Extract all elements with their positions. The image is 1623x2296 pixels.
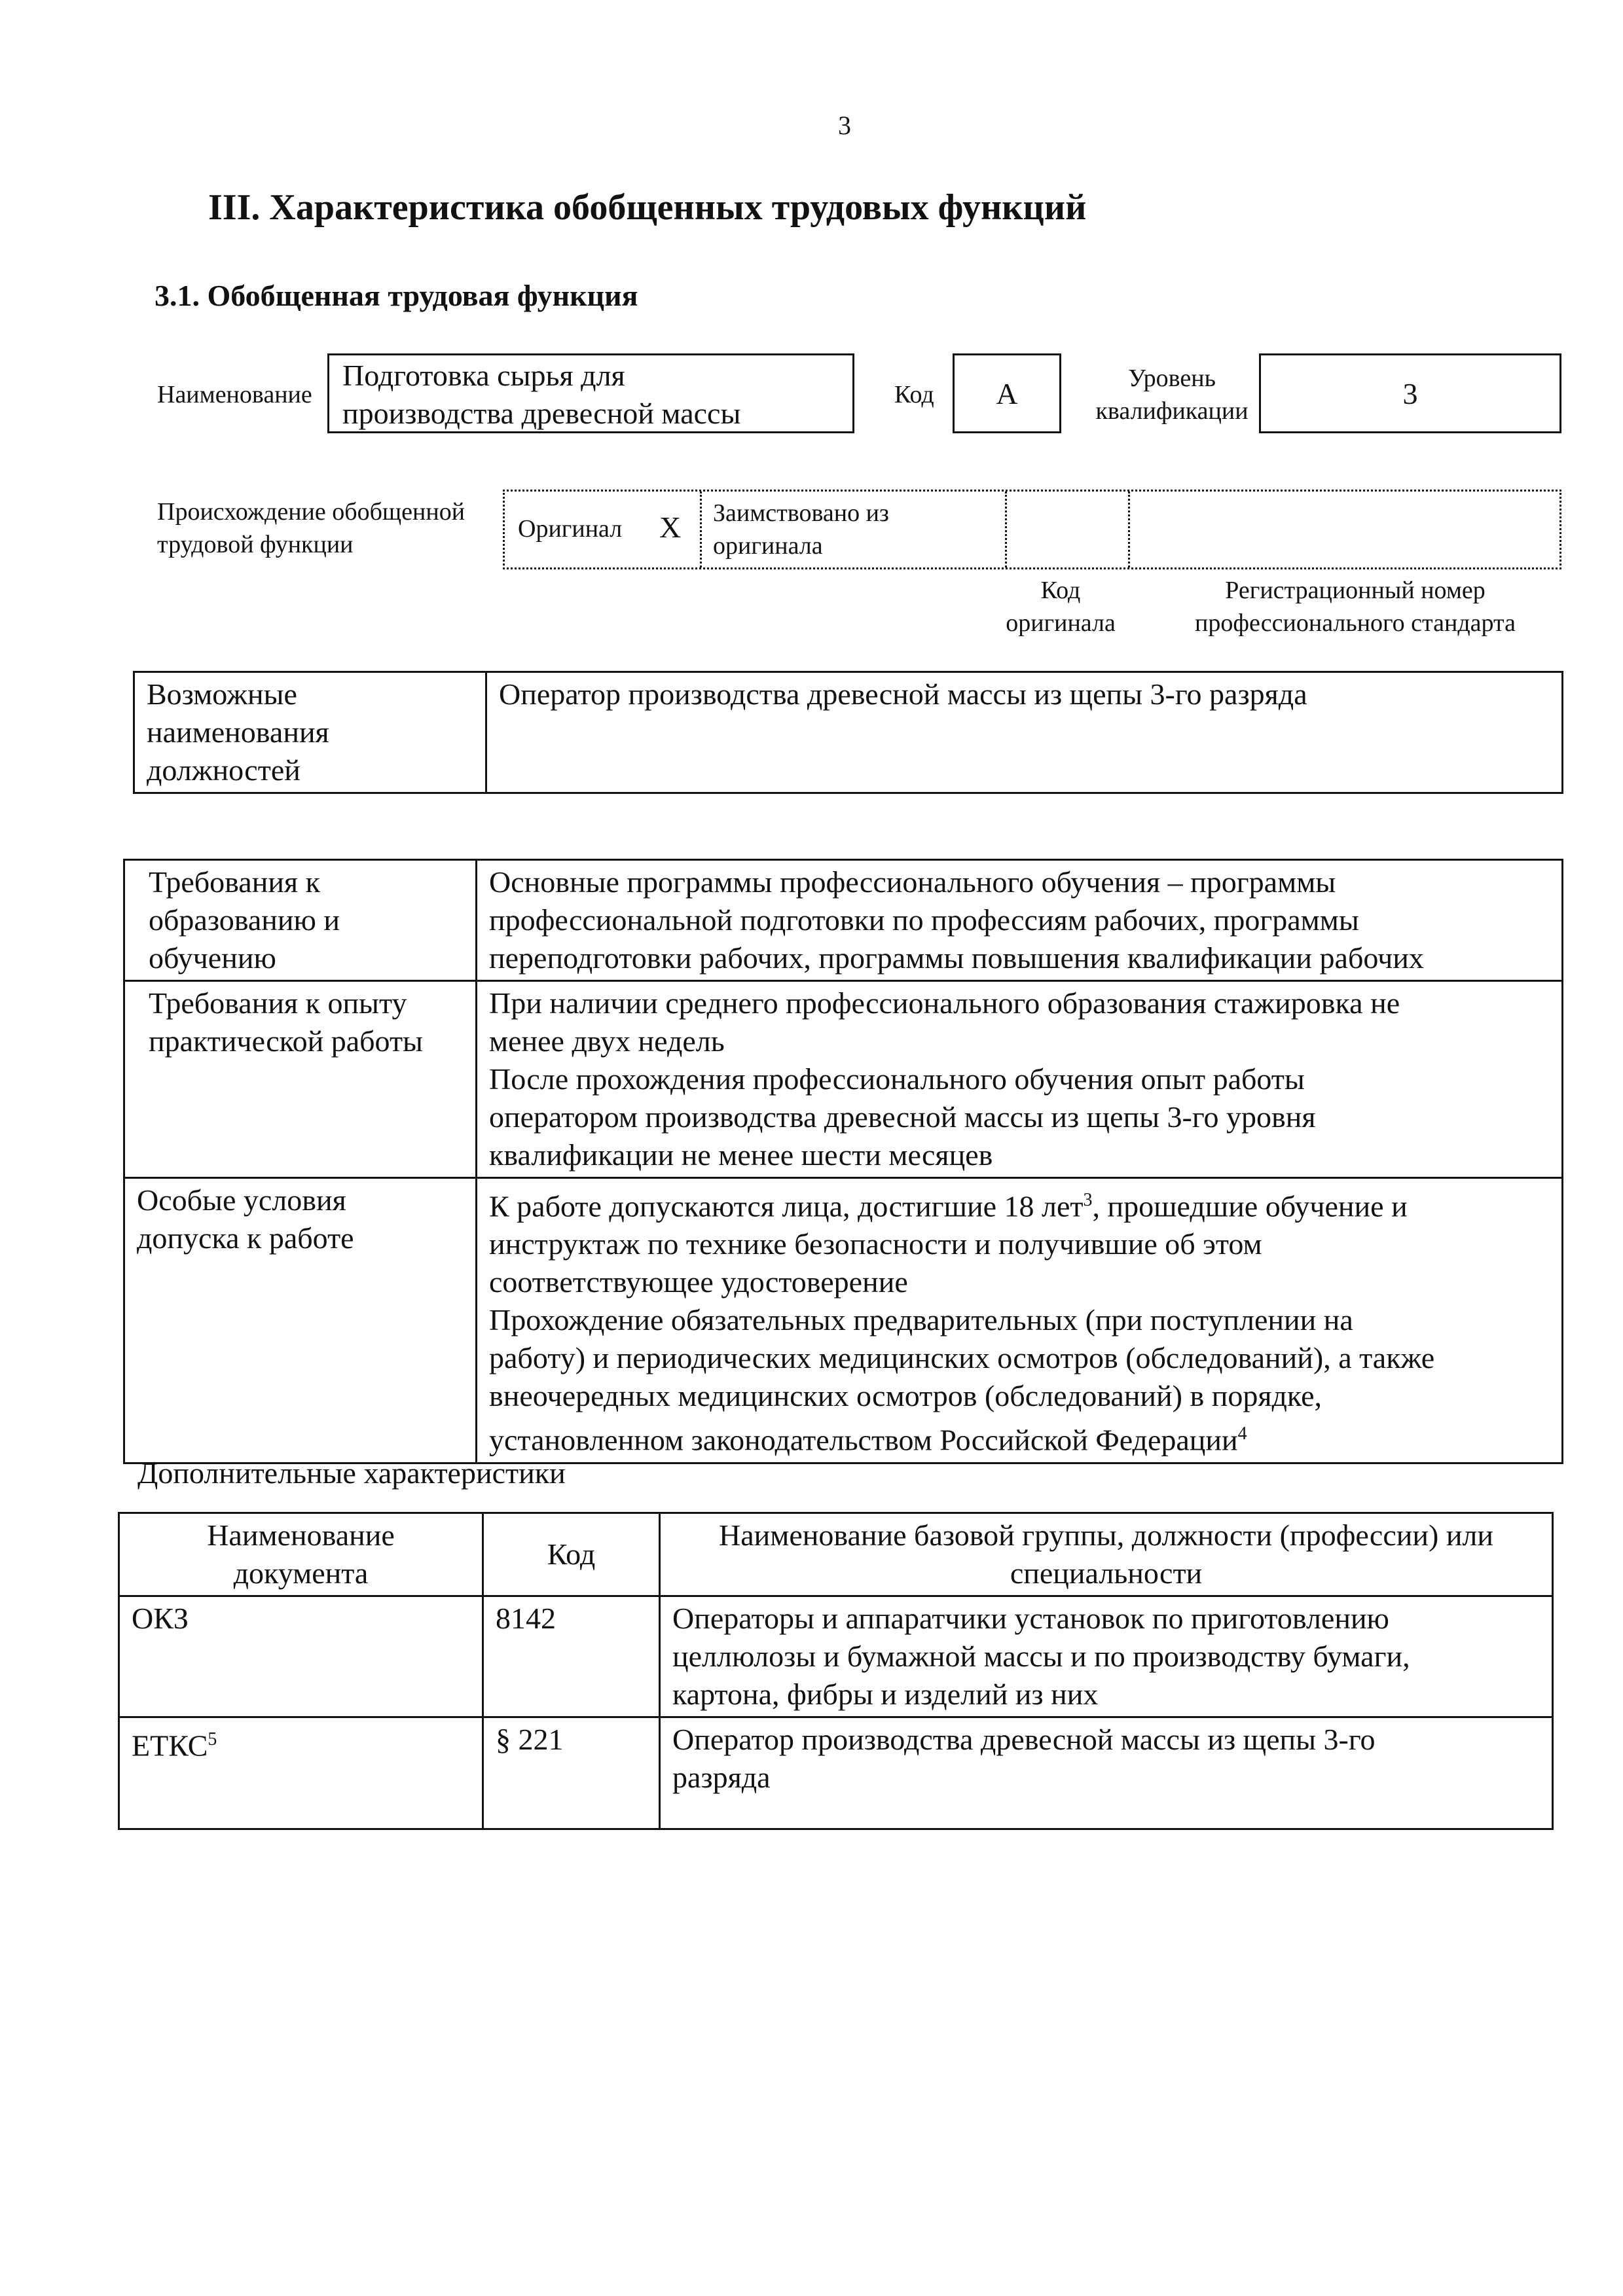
name-label: Наименование [157, 381, 312, 408]
education-value: Основные программы профессионального обучения – программы профессиональной подготовки по профессиям рабочих, программы переподготовки рабочих, программы повышения квалификации рабочих [477, 860, 1563, 981]
name-value: Подготовка сырья для производства древесной массы [342, 359, 741, 430]
footnote-3: 3 [1083, 1190, 1093, 1210]
page-number: 3 [838, 111, 851, 140]
positions-row [134, 672, 1563, 793]
origin-divider-3 [1128, 492, 1130, 567]
experience-value: При наличии среднего профессионального образования стажировка не менее двух недель После прохождения профессионального обучения опыт работы оператором производства древесной массы из щепы 3-го уровня квалификации не менее шести месяцев [477, 981, 1563, 1178]
footnote-4: 4 [1237, 1424, 1247, 1444]
code-box [953, 353, 1061, 433]
original-label: Оригинал [518, 515, 623, 543]
experience-label: Требования к опыту практической работы [124, 981, 477, 1178]
name-value-box [327, 353, 854, 433]
header-doc: Наименование документа [119, 1513, 483, 1596]
requirements-row-experience [124, 981, 1563, 1178]
education-label: Требования к образованию и обучению [124, 860, 477, 981]
origin-divider-1 [700, 492, 702, 567]
subsection-title: 3.1. Обобщенная трудовая функция [155, 279, 638, 312]
additional-title: Дополнительные характеристики [137, 1456, 566, 1490]
reg-number-caption: Регистрационный номер профессионального стандарта [1195, 577, 1516, 637]
table-row [119, 1717, 1553, 1829]
row-code: § 221 [483, 1717, 660, 1829]
row-doc: ЕТКС$^5$ [119, 1717, 483, 1829]
requirements-row-education [124, 860, 1563, 981]
positions-value: Оператор производства древесной массы из щепы 3-го разряда [486, 672, 1563, 793]
level-value: 3 [1402, 377, 1418, 410]
section-title: III. Характеристика обобщенных трудовых функций [208, 187, 1087, 228]
level-label: Уровень квалификации [1095, 365, 1249, 425]
positions-table [133, 671, 1563, 794]
table-row [119, 1596, 1553, 1717]
code-value: А [996, 377, 1018, 410]
admission-label: Особые условия допуска к работе [124, 1178, 477, 1463]
header-code: Код [483, 1513, 660, 1596]
requirements-row-admission [124, 1178, 1563, 1463]
row-name: Оператор производства древесной массы из щепы 3-го разряда [660, 1717, 1553, 1829]
borrowed-label: Заимствовано из оригинала [713, 499, 889, 560]
header-group: Наименование базовой группы, должности (профессии) или специальности [660, 1513, 1553, 1596]
row-code: 8142 [483, 1596, 660, 1717]
row-name: Операторы и аппаратчики установок по приготовлению целлюлозы и бумажной массы и по производству бумаги, картона, фибры и изделий из них [660, 1596, 1553, 1717]
requirements-table [123, 859, 1563, 1464]
origin-box [503, 490, 1561, 569]
positions-label: Возможные наименования должностей [134, 672, 486, 793]
origin-label: Происхождение обобщенной трудовой функции [157, 498, 465, 558]
admission-value: К работе допускаются лица, достигшие 18 лет$^3$, прошедшие обучение и инструктаж по технике безопасности и получившие об этом соответствующее удостоверение Прохождение обязательных предварительных (при поступлении на работу) и периодических медицинских осмотров (обследований), а также внеочередных медицинских осмотров (обследований) в порядке, установленном законодательством Российской Федерации$^4$ [477, 1178, 1563, 1463]
additional-table [118, 1512, 1554, 1830]
additional-header-row [119, 1513, 1553, 1596]
original-code-caption: Код оригинала [1006, 577, 1116, 637]
code-label: Код [894, 381, 934, 408]
origin-divider-2 [1005, 492, 1007, 567]
row-doc: ОКЗ [119, 1596, 483, 1717]
original-mark: Х [659, 511, 682, 544]
level-box [1259, 353, 1561, 433]
footnote-5: 5 [208, 1729, 217, 1749]
